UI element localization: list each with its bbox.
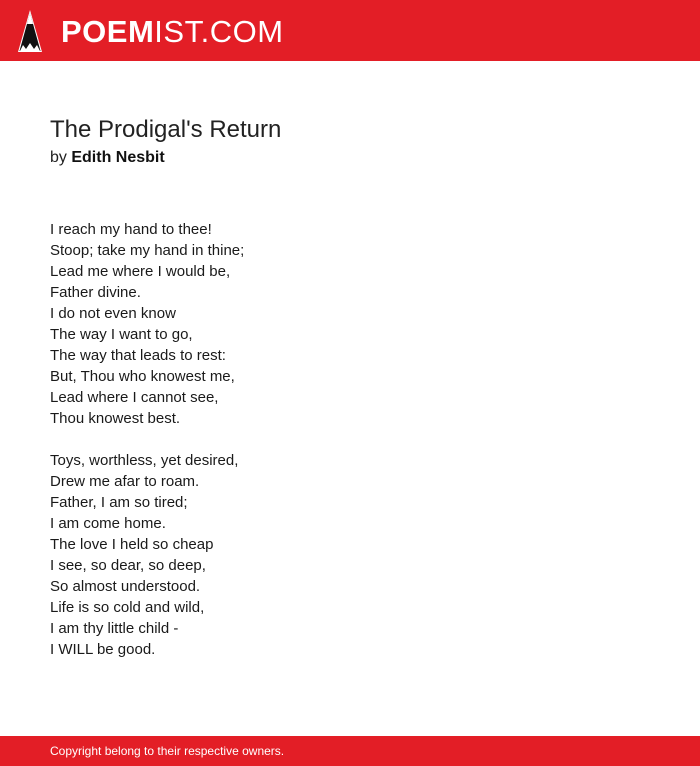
poem-line: Drew me afar to roam. — [50, 473, 200, 490]
poem-line: The way that leads to rest: — [50, 347, 226, 364]
site-header — [0, 0, 700, 61]
copyright-notice: Copyright belong to their respective owners. — [50, 744, 285, 758]
wordmark-light: IST.COM — [154, 13, 284, 49]
poem-line: Life is so cold and wild, — [50, 599, 205, 616]
poem-line: I am thy little child - — [50, 620, 179, 637]
poem-line: Father divine. — [50, 284, 141, 301]
site-footer — [0, 736, 700, 766]
poem-line: I WILL be good. — [50, 641, 156, 658]
site-wordmark — [61, 13, 284, 49]
poem-line: I am come home. — [50, 515, 166, 532]
poem-line: Stoop; take my hand in thine; — [50, 242, 245, 259]
poem-line: So almost understood. — [50, 578, 201, 595]
wordmark-bold: POEM — [61, 13, 155, 49]
poem-line: Toys, worthless, yet desired, — [50, 452, 239, 469]
poem-line: Lead me where I would be, — [50, 263, 231, 280]
pencil-tip-icon — [17, 9, 43, 53]
poem-line: Lead where I cannot see, — [50, 389, 219, 406]
poem-byline — [50, 149, 165, 167]
poem-line: I reach my hand to thee! — [50, 221, 212, 238]
site-logo-link[interactable] — [17, 9, 284, 53]
poem-line: The way I want to go, — [50, 326, 193, 343]
stanza-2 — [50, 450, 244, 660]
poem-title: The Prodigal's Return — [50, 116, 282, 143]
poem-line: I do not even know — [50, 305, 176, 322]
stanza-1 — [50, 219, 244, 429]
byline-prefix: by — [50, 149, 67, 166]
poem-line: But, Thou who knowest me, — [50, 368, 235, 385]
poem-author: Edith Nesbit — [71, 149, 165, 166]
poem-line: Father, I am so tired; — [50, 494, 188, 511]
poem-body — [50, 219, 244, 681]
poem-line: Thou knowest best. — [50, 410, 181, 427]
poem-line: I see, so dear, so deep, — [50, 557, 206, 574]
poem-line: The love I held so cheap — [50, 536, 214, 553]
